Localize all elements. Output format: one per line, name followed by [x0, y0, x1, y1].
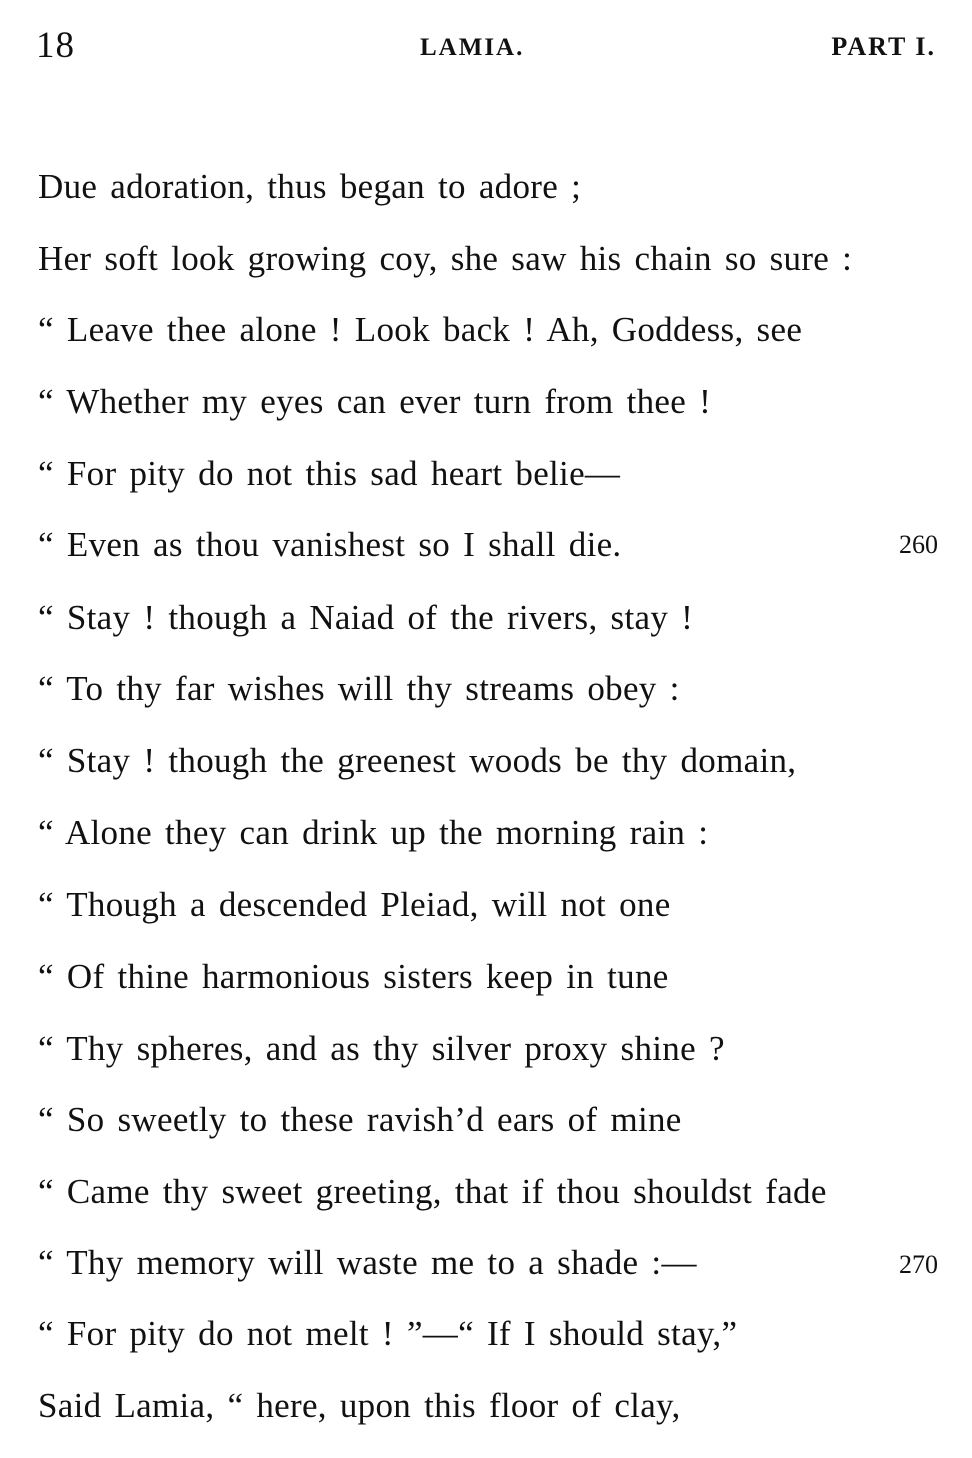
- part-label: PART I.: [831, 32, 936, 61]
- verse-line: “ Whether my eyes can ever turn from thee !: [38, 382, 712, 421]
- verse-line: “ For pity do not this sad heart belie—: [38, 454, 621, 493]
- verse-line: “ Alone they can drink up the morning rain :: [38, 813, 709, 852]
- verse-line: “ Came thy sweet greeting, that if thou shouldst fade: [38, 1172, 827, 1211]
- verse-line: “ Thy memory will waste me to a shade :—: [38, 1243, 697, 1282]
- verse-line: “ Though a descended Pleiad, will not one: [38, 885, 671, 924]
- verse-line: Her soft look growing coy, she saw his chain so sure :: [38, 239, 853, 278]
- verse-line: “ Of thine harmonious sisters keep in tune: [38, 957, 669, 996]
- line-number: 270: [899, 1250, 938, 1279]
- verse-line: Due adoration, thus began to adore ;: [38, 167, 582, 206]
- verse-line: “ For pity do not melt ! ”—“ If I should stay,”: [38, 1314, 738, 1353]
- verse-line: “ Leave thee alone ! Look back ! Ah, Goddess, see: [38, 310, 803, 349]
- line-number: 260: [899, 530, 938, 559]
- verse-line: “ So sweetly to these ravish’d ears of mine: [38, 1100, 682, 1139]
- verse-line: “ To thy far wishes will thy streams obey :: [38, 669, 680, 708]
- verse-line: “ Stay ! though a Naiad of the rivers, stay !: [38, 598, 694, 637]
- page-number: 18: [36, 25, 75, 66]
- verse-line: “ Even as thou vanishest so I shall die.: [38, 525, 622, 564]
- verse-line: Said Lamia, “ here, upon this floor of clay,: [38, 1386, 681, 1425]
- verse-line: “ Stay ! though the greenest woods be thy domain,: [38, 741, 797, 780]
- verse-line: “ Thy spheres, and as thy silver proxy shine ?: [38, 1029, 725, 1068]
- running-title: LAMIA.: [420, 34, 525, 61]
